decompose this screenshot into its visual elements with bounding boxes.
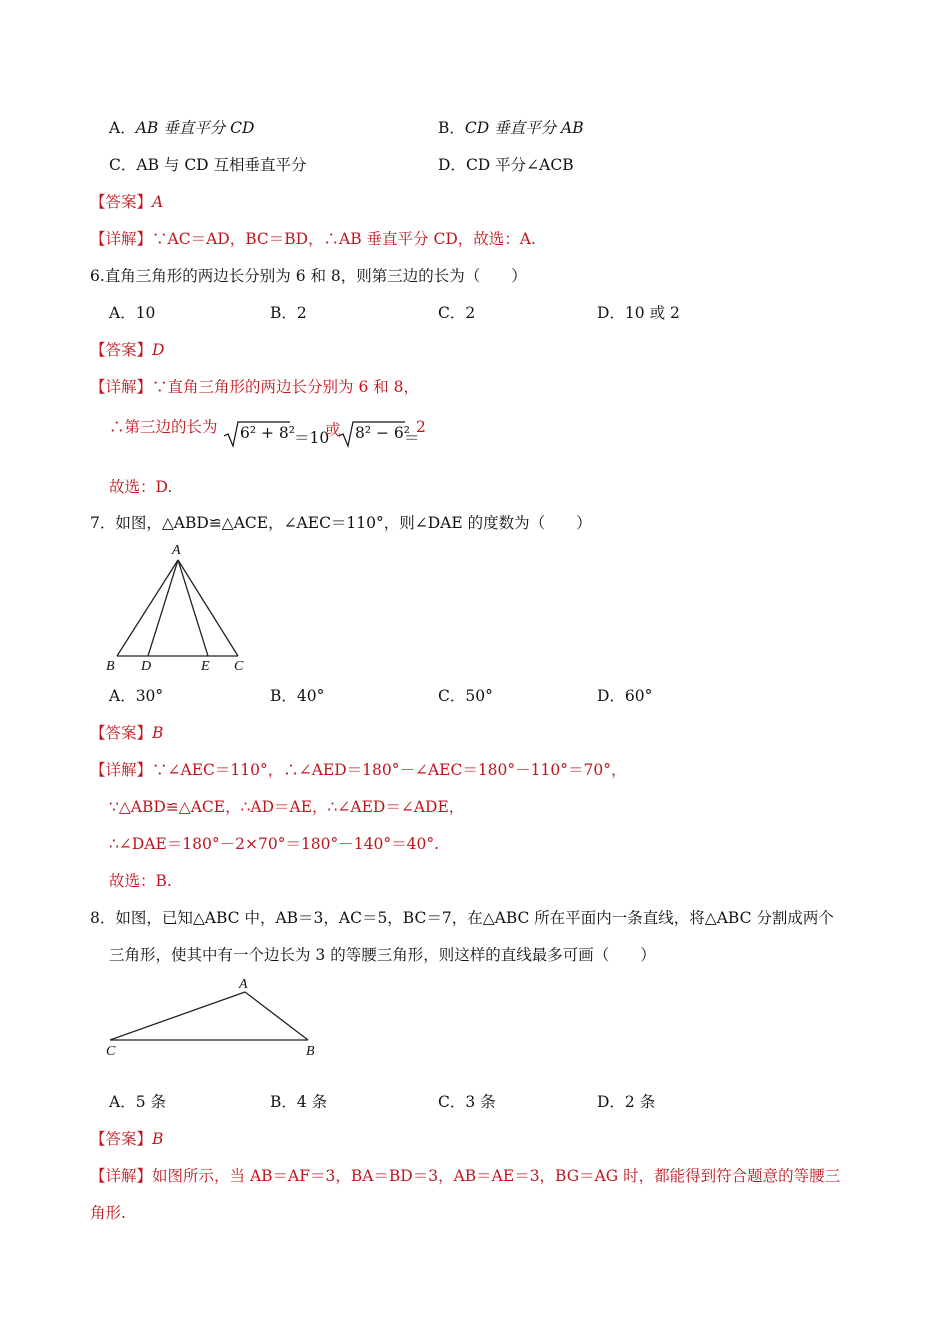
q7-detail-line1: 【详解】∵∠AEC＝110°，∴∠AED＝180°－∠AEC＝180°－110°＝70°，: [90, 761, 627, 779]
q5-option-c: C．AB 与 CD 互相垂直平分: [109, 156, 307, 174]
q7-detail-line3: ∴∠DAE＝180°－2×70°＝180°－140°＝40°.: [109, 835, 440, 853]
q8-detail-line2: 角形.: [90, 1204, 126, 1222]
q8-stem-line2: 三角形，使其中有一个边长为 3 的等腰三角形，则这样的直线最多可画（ ）: [109, 946, 656, 964]
q8-stem-line1: 8．如图，已知△ABC 中，AB＝3，AC＝5，BC＝7，在△ABC 所在平面内一条直线，将△ABC 分割成两个: [90, 909, 834, 927]
q6-value-2: 2: [416, 418, 426, 436]
q6-option-d: D．10 或 2: [597, 304, 680, 322]
q6-conclusion: 故选：D.: [109, 478, 173, 496]
q6-or: 或: [325, 421, 341, 439]
q8-option-c: C．3 条: [438, 1093, 496, 1111]
q5-option-b: B．CD 垂直平分 AB: [438, 119, 584, 137]
q7-triangle-figure: [100, 540, 260, 675]
q8-answer: 【答案】B: [90, 1130, 164, 1148]
q5-option-a: A．AB 垂直平分 CD: [109, 119, 255, 137]
q8-option-d: D．2 条: [597, 1093, 656, 1111]
q6-option-b: B．2: [270, 304, 307, 322]
q7-option-a: A．30°: [109, 687, 164, 705]
q6-option-a: A．10: [109, 304, 156, 322]
q7-answer: 【答案】B: [90, 724, 164, 742]
q5-detail: 【详解】∵AC＝AD，BC＝BD，∴AB 垂直平分 CD，故选：A.: [90, 230, 536, 248]
q7-option-d: D．60°: [597, 687, 653, 705]
q7-label-c: C: [234, 659, 244, 674]
q8-label-a: A: [239, 977, 248, 992]
q6-option-c: C．2: [438, 304, 476, 322]
q7-conclusion: 故选：B.: [109, 872, 172, 890]
q6-equals-2: ＝: [404, 429, 420, 447]
q6-answer: 【答案】D: [90, 341, 165, 359]
q7-label-a: A: [172, 543, 181, 558]
q6-stem: 6.直角三角形的两边长分别为 6 和 8，则第三边的长为（ ）: [90, 267, 527, 285]
q8-detail-line1: 【详解】如图所示，当 AB＝AF＝3，BA＝BD＝3，AB＝AE＝3，BG＝AG 时，都能得到符合题意的等腰三: [90, 1167, 841, 1185]
q6-detail-line1: 【详解】∵直角三角形的两边长分别为 6 和 8，: [90, 378, 420, 396]
q8-label-b: B: [306, 1044, 315, 1059]
q7-option-c: C．50°: [438, 687, 493, 705]
q7-stem: 7．如图，△ABD≌△ACE，∠AEC＝110°，则∠DAE 的度数为（ ）: [90, 514, 592, 532]
q8-triangle-figure: [100, 972, 330, 1062]
q6-detail-line2-prefix: ∴第三边的长为: [109, 418, 218, 436]
q7-label-b: B: [106, 659, 115, 674]
q6-radical-1-content: 6² + 8²: [240, 424, 295, 442]
q5-option-d: D．CD 平分∠ACB: [438, 156, 574, 174]
q8-option-a: A．5 条: [109, 1093, 166, 1111]
q6-equals-1: ＝10: [294, 429, 330, 447]
q5-answer: 【答案】A: [90, 193, 164, 211]
q7-label-d: D: [141, 659, 152, 674]
q8-label-c: C: [106, 1044, 116, 1059]
q7-option-b: B．40°: [270, 687, 325, 705]
q7-detail-line2: ∵△ABD≌△ACE，∴AD＝AE，∴∠AED＝∠ADE，: [109, 798, 465, 816]
q8-option-b: B．4 条: [270, 1093, 328, 1111]
q6-radical-2-content: 8² − 6²: [355, 424, 410, 442]
q7-label-e: E: [201, 659, 210, 674]
